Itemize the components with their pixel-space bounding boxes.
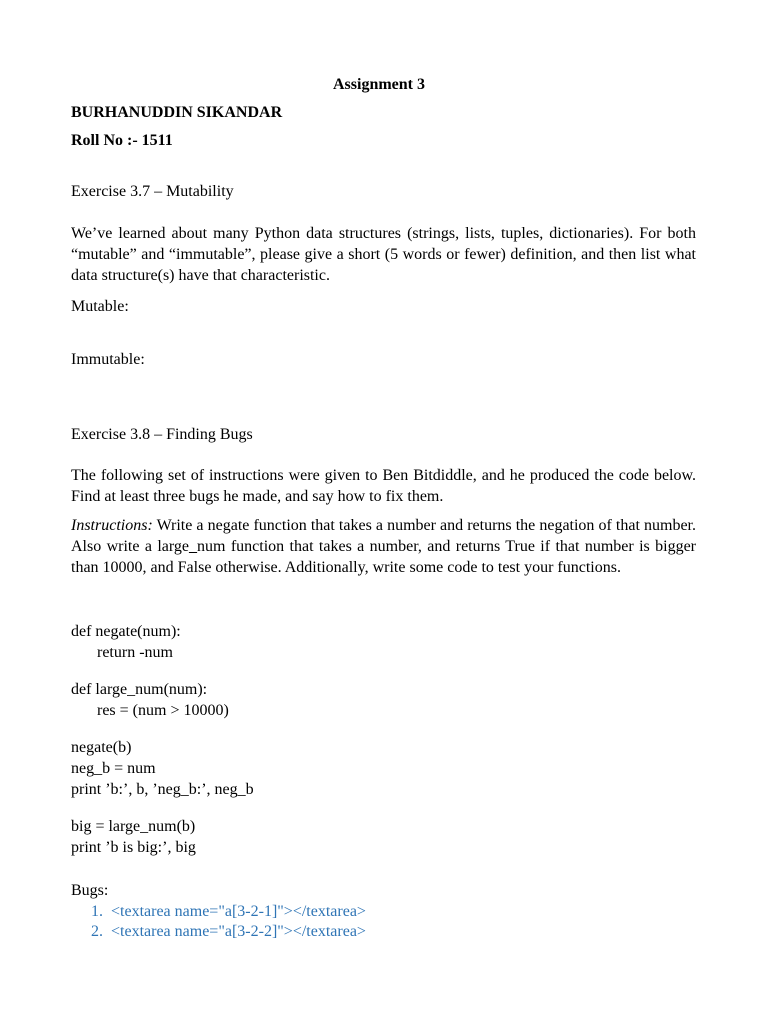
code-line: negate(b) xyxy=(71,739,132,756)
document-title: Assignment 3 xyxy=(333,76,426,93)
exercise-3-7-prompt: We’ve learned about many Python data structures (strings, lists, tuples, dictionaries). For both “mutable” and “immutable”, please give a short (5 words or fewer) definition, and then list what data structure(s) have that characteristic. xyxy=(71,225,696,284)
code-line: big = large_num(b) xyxy=(71,818,196,835)
instructions-underscore: _ xyxy=(189,538,198,555)
roll-number: Roll No :- 1511 xyxy=(71,132,173,149)
bugs-label: Bugs: xyxy=(71,882,109,899)
instructions-text-a: Write a negate function that takes a number and returns the negation of that number. Also write a large xyxy=(71,517,696,555)
code-line: def negate(num): xyxy=(71,623,181,640)
exercise-3-8-prompt: The following set of instructions were given to Ben Bitdiddle, and he produced the code below. Find at least three bugs he made, and say how to fix them. xyxy=(71,467,696,505)
exercise-3-8-heading: Exercise 3.8 – Finding Bugs xyxy=(71,426,253,443)
code-line: def large_num(num): xyxy=(71,681,208,698)
bug-list-item-1 xyxy=(91,901,366,922)
student-name: BURHANUDDIN SIKANDAR xyxy=(71,104,283,121)
bug-answer-field-1[interactable]: <textarea name="a[3-2-1]"></textarea> xyxy=(111,903,366,920)
instructions-label: Instructions: xyxy=(71,517,153,534)
immutable-label: Immutable: xyxy=(71,351,145,368)
mutable-label: Mutable: xyxy=(71,298,129,315)
list-number: 2. xyxy=(91,923,103,940)
instructions-paragraph xyxy=(71,515,696,578)
code-line: res = (num > 10000) xyxy=(97,702,229,719)
code-line: print ’b:’, b, ’neg_b:’, neg_b xyxy=(71,781,254,798)
code-line: return -num xyxy=(97,644,173,661)
code-line: neg_b = num xyxy=(71,760,156,777)
instructions-text-b: num function that takes a number, and returns True if that number is bigger than 10000, and False otherwise. Additionally, write some code to test your functions. xyxy=(71,538,696,576)
bug-answer-field-2[interactable]: <textarea name="a[3-2-2]"></textarea> xyxy=(111,923,366,940)
exercise-3-7-heading: Exercise 3.7 – Mutability xyxy=(71,183,234,200)
bug-list-item-2 xyxy=(91,921,366,942)
list-number: 1. xyxy=(91,903,103,920)
code-line: print ’b is big:’, big xyxy=(71,839,196,856)
